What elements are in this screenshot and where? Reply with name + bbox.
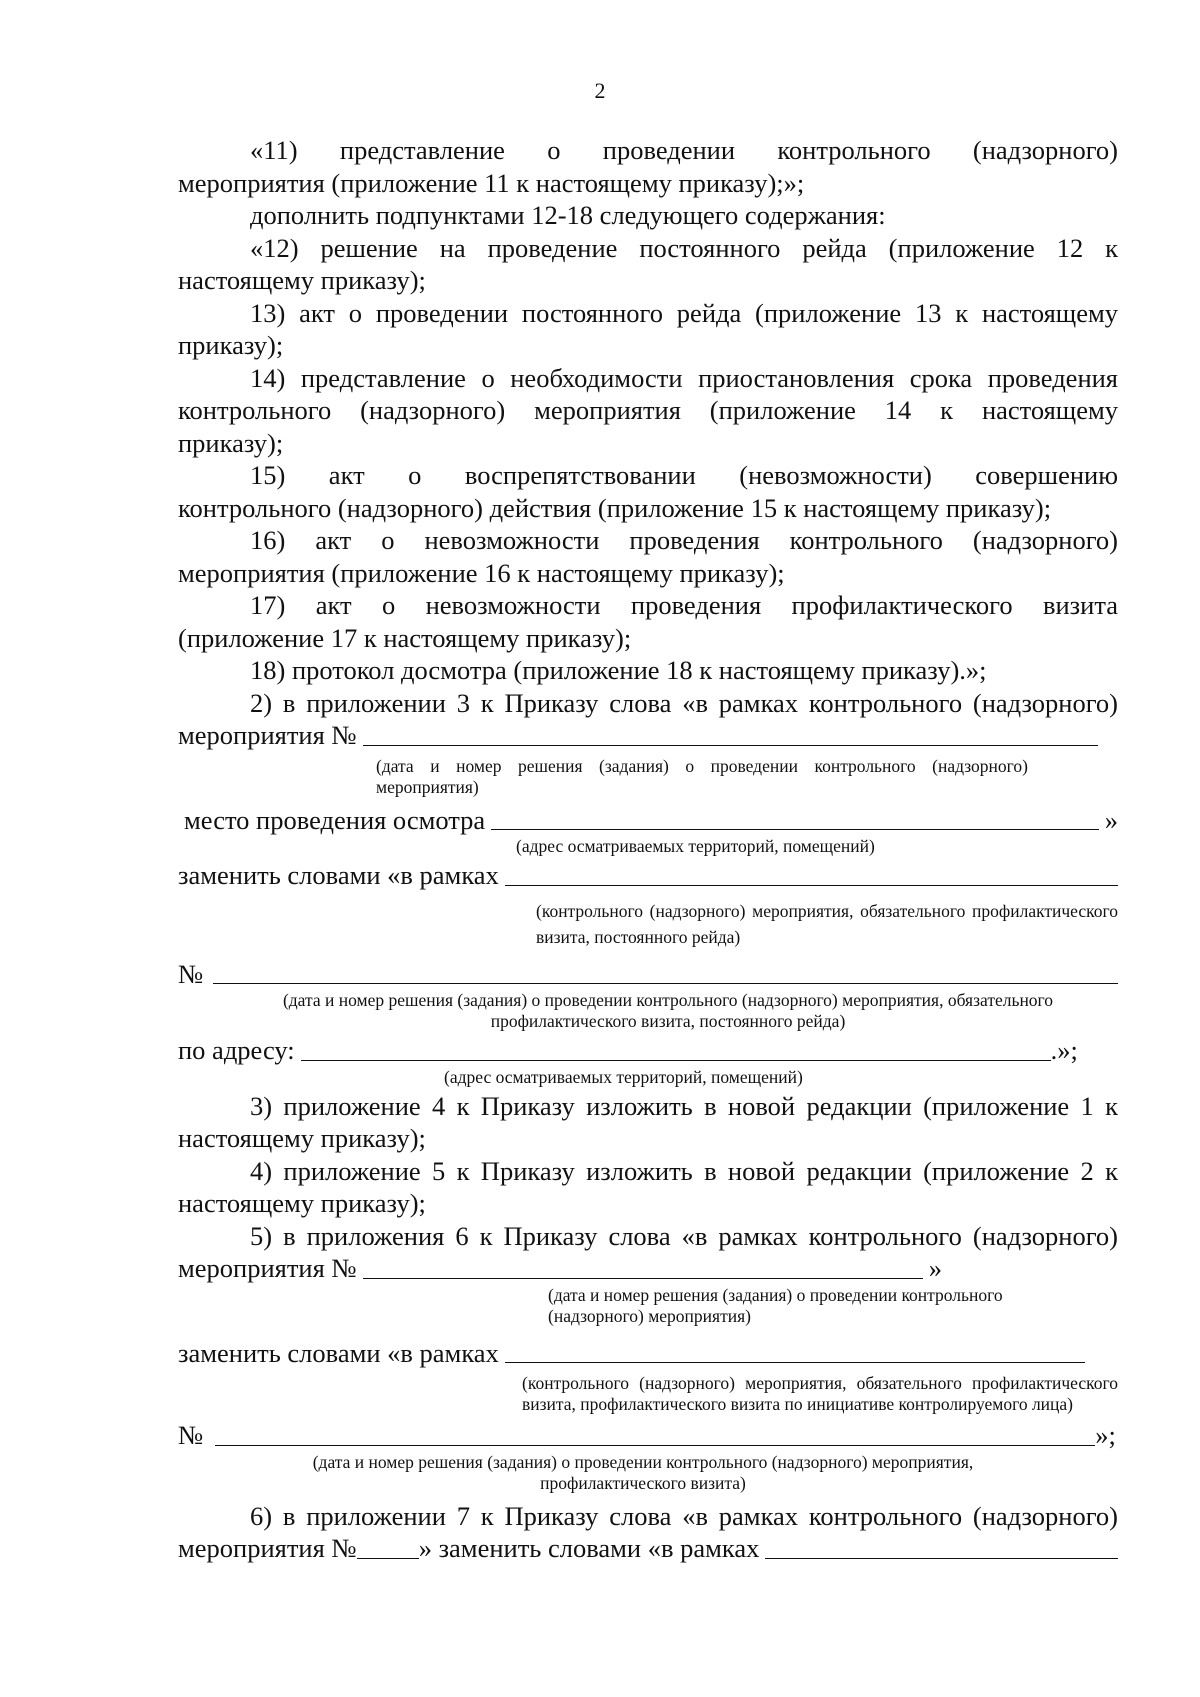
blank-field xyxy=(491,805,1099,830)
paragraph-add: дополнить подпунктами 12-18 следующего содержания: xyxy=(250,200,886,230)
replace-line-2 xyxy=(178,1337,1118,1370)
blank-field xyxy=(505,861,1118,886)
section-5-line1: 5) в приложения 6 к Приказу слова «в рамках контрольного (надзорного) xyxy=(250,1220,1118,1251)
paragraph-17-line2: (приложение 17 к настоящему приказу); xyxy=(178,622,632,653)
section-4-line2: настоящему приказу); xyxy=(178,1188,426,1218)
paragraph-13-line2: приказу); xyxy=(178,330,284,360)
paragraph-15-line1: 15) акт о воспрепятствовании (невозможности) совершению xyxy=(250,460,1118,490)
section-6-label: мероприятия № xyxy=(178,1533,357,1563)
number-line xyxy=(178,958,1118,991)
paragraph-17-line1: 17) акт о невозможности проведения профилактического визита xyxy=(250,590,1118,620)
inspection-place-line xyxy=(178,804,1118,837)
quote-close: » xyxy=(1104,804,1118,835)
section-3-line2: настоящему приказу); xyxy=(178,1123,426,1153)
section-2-blank-line xyxy=(178,719,1118,752)
paragraph-12-line1: «12) решение на проведение постоянного рейда (приложение 12 к xyxy=(250,232,1118,263)
blank-field xyxy=(213,959,1118,984)
section-6-replace: » заменить словами «в рамках xyxy=(418,1533,760,1563)
caption-address-2: (адрес осматриваемых территорий, помещений) xyxy=(444,1066,803,1087)
caption-event-type: (контрольного (надзорного) мероприятия, обязательного профилактического визита, постоянного рейда) xyxy=(536,900,1118,947)
section-6-line2 xyxy=(178,1532,1118,1565)
paragraph-11-line2: мероприятия (приложение 11 к настоящему приказу);»; xyxy=(178,167,805,198)
section-5-line2: мероприятия № xyxy=(178,1253,357,1283)
paragraph-16-line1: 16) акт о невозможности проведения контрольного (надзорного) xyxy=(250,525,1118,555)
blank-field xyxy=(215,1421,1095,1446)
caption-decision-3: (дата и номер решения (задания) о проведении контрольного (надзорного) мероприятия, профилактического визита) xyxy=(312,1451,974,1493)
document-body xyxy=(178,134,1118,1565)
caption-decision-2: (дата и номер решения (задания) о проведении контрольного (надзорного) мероприятия) xyxy=(548,1284,1003,1326)
paragraph-16-line2: мероприятия (приложение 16 к настоящему приказу); xyxy=(178,557,785,588)
address-label: по адресу: xyxy=(178,1035,295,1065)
caption-decision-full: (дата и номер решения (задания) о проведении контрольного (надзорного) мероприятия, обязательного профилактического визита, постоянного рейда) xyxy=(282,990,1054,1031)
section-2-line1: 2) в приложении 3 к Приказу слова «в рамках контрольного (надзорного) xyxy=(250,687,1118,718)
replace-label-2: заменить словами «в рамках xyxy=(178,1337,499,1368)
paragraph-15-line2: контрольного (надзорного) действия (приложение 15 к настоящему приказу); xyxy=(178,492,1052,523)
address-end: .»; xyxy=(1050,1035,1078,1065)
blank-field xyxy=(357,1534,419,1559)
caption-decision: (дата и номер решения (задания) о проведении контрольного (надзорного) мероприятия) xyxy=(376,755,1028,797)
blank-field xyxy=(363,721,1098,746)
section-6-line1: 6) в приложении 7 к Приказу слова «в рамках контрольного (надзорного) xyxy=(250,1500,1118,1531)
number-line-end: »; xyxy=(1095,1420,1116,1450)
address-line xyxy=(178,1034,1118,1067)
replace-line xyxy=(178,859,1118,892)
paragraph-14-line1: 14) представление о необходимости приостановления срока проведения xyxy=(250,362,1118,393)
paragraph-13-line1: 13) акт о проведении постоянного рейда (приложение 13 к настоящему xyxy=(250,297,1118,328)
inspection-place-label: место проведения осмотра xyxy=(184,804,486,835)
blank-field xyxy=(363,1254,923,1279)
section-3-line1: 3) приложение 4 к Приказу изложить в новой редакции (приложение 1 к xyxy=(250,1090,1118,1121)
section-5-blank-line xyxy=(178,1252,1118,1285)
section-2-line2: мероприятия № xyxy=(178,720,357,750)
paragraph-12-line2: настоящему приказу); xyxy=(178,265,426,295)
blank-field xyxy=(301,1036,1051,1061)
blank-field xyxy=(505,1338,1085,1363)
page-number: 2 xyxy=(594,78,606,103)
caption-visit-type: (контрольного (надзорного) мероприятия, обязательного профилактического визита, профилактического визита по инициативе контролируемого лица) xyxy=(522,1373,1118,1414)
paragraph-14-line2: контрольного (надзорного) мероприятия (приложение 14 к настоящему xyxy=(178,395,1118,425)
caption-address: (адрес осматриваемых территорий, помещений) xyxy=(516,836,875,856)
blank-field xyxy=(765,1534,1118,1559)
paragraph-18: 18) протокол досмотра (приложение 18 к настоящему приказу).»; xyxy=(250,655,987,685)
number-sign-2: № xyxy=(178,1420,204,1450)
number-line-2 xyxy=(178,1419,1118,1452)
paragraph-11-line1: «11) представление о проведении контрольного (надзорного) xyxy=(250,135,1118,165)
quote-close: » xyxy=(928,1253,942,1283)
number-sign: № xyxy=(178,958,204,989)
paragraph-14-line3: приказу); xyxy=(178,427,284,458)
section-4-line1: 4) приложение 5 к Приказу изложить в новой редакции (приложение 2 к xyxy=(250,1155,1118,1186)
replace-label: заменить словами «в рамках xyxy=(178,860,499,890)
